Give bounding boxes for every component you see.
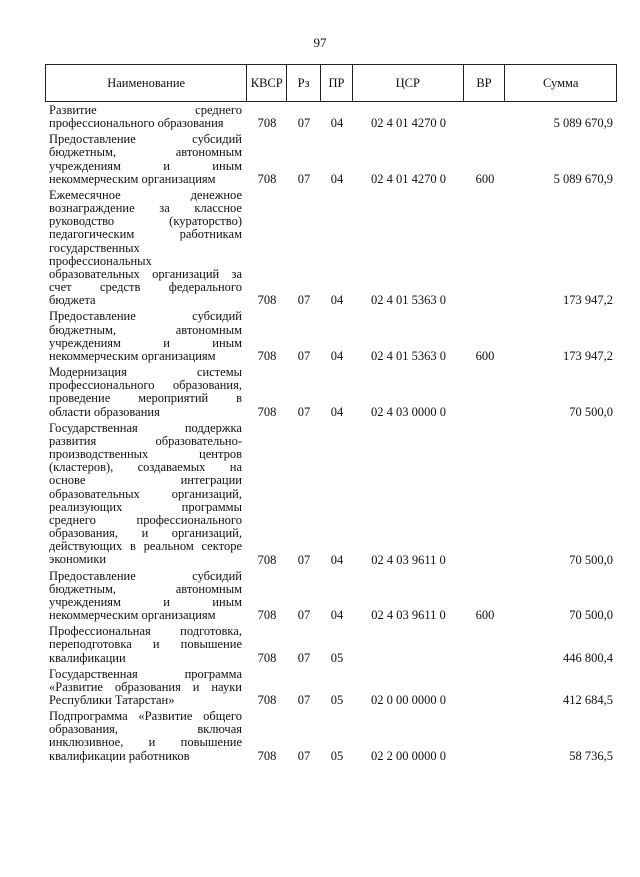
row-name-line: государственных (49, 241, 140, 255)
row-name-line: бюджетным, автономным (49, 582, 242, 596)
header-pr: ПР (321, 65, 353, 101)
row-rz: 07 (297, 404, 311, 419)
row-name-line: образовательных организаций, (49, 487, 242, 501)
row-name (49, 104, 242, 130)
row-csr: 02 4 01 4270 0 (371, 116, 446, 131)
row-pr: 04 (330, 293, 344, 308)
row-name-line: образования, и организаций, (49, 527, 242, 541)
row-name-line: руководство (кураторство) (49, 215, 242, 229)
row-name-line: среднего профессионального (49, 513, 242, 527)
row-pr: 04 (330, 348, 344, 363)
row-sum: 446 800,4 (563, 650, 613, 665)
row-sum: 58 736,5 (569, 748, 613, 763)
row-name-line: переподготовка и повышение (49, 638, 242, 652)
row-rz: 07 (297, 748, 311, 763)
table-row (45, 310, 617, 363)
row-pr: 04 (330, 552, 344, 567)
row-kvsr: 708 (257, 348, 277, 363)
row-csr: 02 4 01 5363 0 (371, 293, 446, 308)
row-name-line: бюджета (49, 294, 96, 308)
row-csr: 02 4 03 0000 0 (371, 404, 446, 419)
row-name-line: образования, включая (49, 723, 242, 737)
row-name-line: Профессиональная подготовка, (49, 625, 242, 639)
row-name-line: некоммерческим организациям (49, 609, 216, 623)
row-vr: 600 (475, 348, 495, 363)
row-kvsr: 708 (257, 404, 277, 419)
row-pr: 04 (330, 171, 344, 186)
row-name-line: учреждениям и иным (49, 336, 242, 350)
row-name-line: бюджетным, автономным (49, 146, 242, 160)
row-kvsr: 708 (257, 692, 277, 707)
row-name (49, 668, 242, 708)
row-name-line: Подпрограмма «Развитие общего (49, 710, 242, 723)
row-rz: 07 (297, 116, 311, 131)
row-csr: 02 2 00 0000 0 (371, 748, 446, 763)
row-rz: 07 (297, 650, 311, 665)
row-name (49, 570, 242, 623)
table-row (45, 570, 617, 623)
row-name-line: основе интеграции (49, 474, 242, 488)
row-kvsr: 708 (257, 552, 277, 567)
row-csr: 02 4 01 4270 0 (371, 171, 446, 186)
table-row (45, 366, 617, 419)
header-sum: Сумма (543, 75, 579, 90)
row-name-line: профессионального образования (49, 117, 224, 131)
row-pr: 05 (330, 692, 344, 707)
row-name-line: производственных центров (49, 447, 242, 461)
row-name-line: Модернизация системы (49, 366, 242, 379)
row-name (49, 310, 242, 363)
table-row (45, 710, 617, 763)
row-pr: 05 (330, 650, 344, 665)
row-name (49, 422, 242, 567)
row-sum: 412 684,5 (563, 692, 613, 707)
row-name-line: квалификации работников (49, 749, 190, 763)
row-pr: 05 (330, 748, 344, 763)
row-sum: 173 947,2 (563, 348, 613, 363)
row-name-line: некоммерческим организациям (49, 172, 216, 186)
row-rz: 07 (297, 171, 311, 186)
row-name-line: профессиональных (49, 254, 152, 268)
row-name-line: области образования (49, 405, 160, 419)
row-name-line: вознаграждение за классное (49, 201, 242, 215)
row-pr: 04 (330, 608, 344, 623)
row-name-line: Государственная программа (49, 667, 242, 681)
header-kvsr: КВСР (247, 65, 287, 101)
row-name-line: «Развитие образования и науки (49, 680, 242, 694)
row-name-line: квалификации (49, 651, 126, 665)
row-name (49, 189, 242, 308)
row-name-line: проведение мероприятий в (49, 392, 242, 406)
row-name-line: экономики (49, 553, 107, 567)
row-name-line: учреждениям и иным (49, 159, 242, 173)
row-kvsr: 708 (257, 608, 277, 623)
row-name-line: реализующих программы (49, 500, 242, 514)
table-row (45, 189, 617, 308)
row-rz: 07 (297, 348, 311, 363)
row-sum: 70 500,0 (569, 552, 613, 567)
table-header (45, 64, 617, 102)
row-name-line: инклюзивное, и повышение (49, 736, 242, 750)
table-row (45, 625, 617, 665)
row-name (49, 133, 242, 186)
row-rz: 07 (297, 692, 311, 707)
row-name-line: Предоставление субсидий (49, 133, 242, 147)
row-rz: 07 (297, 552, 311, 567)
page-number: 97 (313, 35, 327, 50)
row-name-line: Республики Татарстан» (49, 693, 175, 707)
row-name-line: счет средств федерального (49, 281, 242, 295)
row-csr: 02 0 00 0000 0 (371, 692, 446, 707)
row-name-line: педагогическим работникам (49, 228, 242, 242)
row-pr: 04 (330, 404, 344, 419)
table-row (45, 104, 617, 130)
row-csr: 02 4 01 5363 0 (371, 348, 446, 363)
header-name: Наименование (46, 65, 247, 101)
row-kvsr: 708 (257, 293, 277, 308)
row-name-line: развития образовательно- (49, 434, 242, 448)
row-sum: 173 947,2 (563, 293, 613, 308)
row-name (49, 625, 242, 665)
row-name-line: некоммерческим организациям (49, 349, 216, 363)
table-row (45, 422, 617, 567)
table-row (45, 668, 617, 708)
row-name-line: Предоставление субсидий (49, 569, 242, 583)
row-kvsr: 708 (257, 116, 277, 131)
header-rz: Рз (287, 65, 321, 101)
row-name-line: Ежемесячное денежное (49, 188, 242, 202)
row-name-line: Предоставление субсидий (49, 310, 242, 324)
table-row (45, 133, 617, 186)
row-name-line: действующих в реальном секторе (49, 540, 242, 554)
row-sum: 5 089 670,9 (553, 116, 613, 131)
row-pr: 04 (330, 116, 344, 131)
row-name (49, 710, 242, 763)
row-vr: 600 (475, 608, 495, 623)
row-kvsr: 708 (257, 748, 277, 763)
row-name-line: Государственная поддержка (49, 421, 242, 435)
row-name-line: Развитие среднего (49, 104, 242, 117)
row-kvsr: 708 (257, 650, 277, 665)
row-name-line: образовательных организаций за (49, 267, 242, 281)
row-csr: 02 4 03 9611 0 (371, 608, 446, 623)
row-vr: 600 (475, 171, 495, 186)
row-sum: 70 500,0 (569, 404, 613, 419)
row-name (49, 366, 242, 419)
header-csr: ЦСР (353, 65, 464, 101)
row-name-line: учреждениям и иным (49, 595, 242, 609)
row-name-line: бюджетным, автономным (49, 323, 242, 337)
row-rz: 07 (297, 293, 311, 308)
row-kvsr: 708 (257, 171, 277, 186)
row-sum: 5 089 670,9 (553, 171, 613, 186)
header-vr: ВР (464, 65, 506, 101)
row-name-line: профессионального образования, (49, 379, 242, 393)
row-sum: 70 500,0 (569, 608, 613, 623)
row-rz: 07 (297, 608, 311, 623)
row-csr: 02 4 03 9611 0 (371, 552, 446, 567)
row-name-line: (кластеров), создаваемых на (49, 461, 242, 475)
